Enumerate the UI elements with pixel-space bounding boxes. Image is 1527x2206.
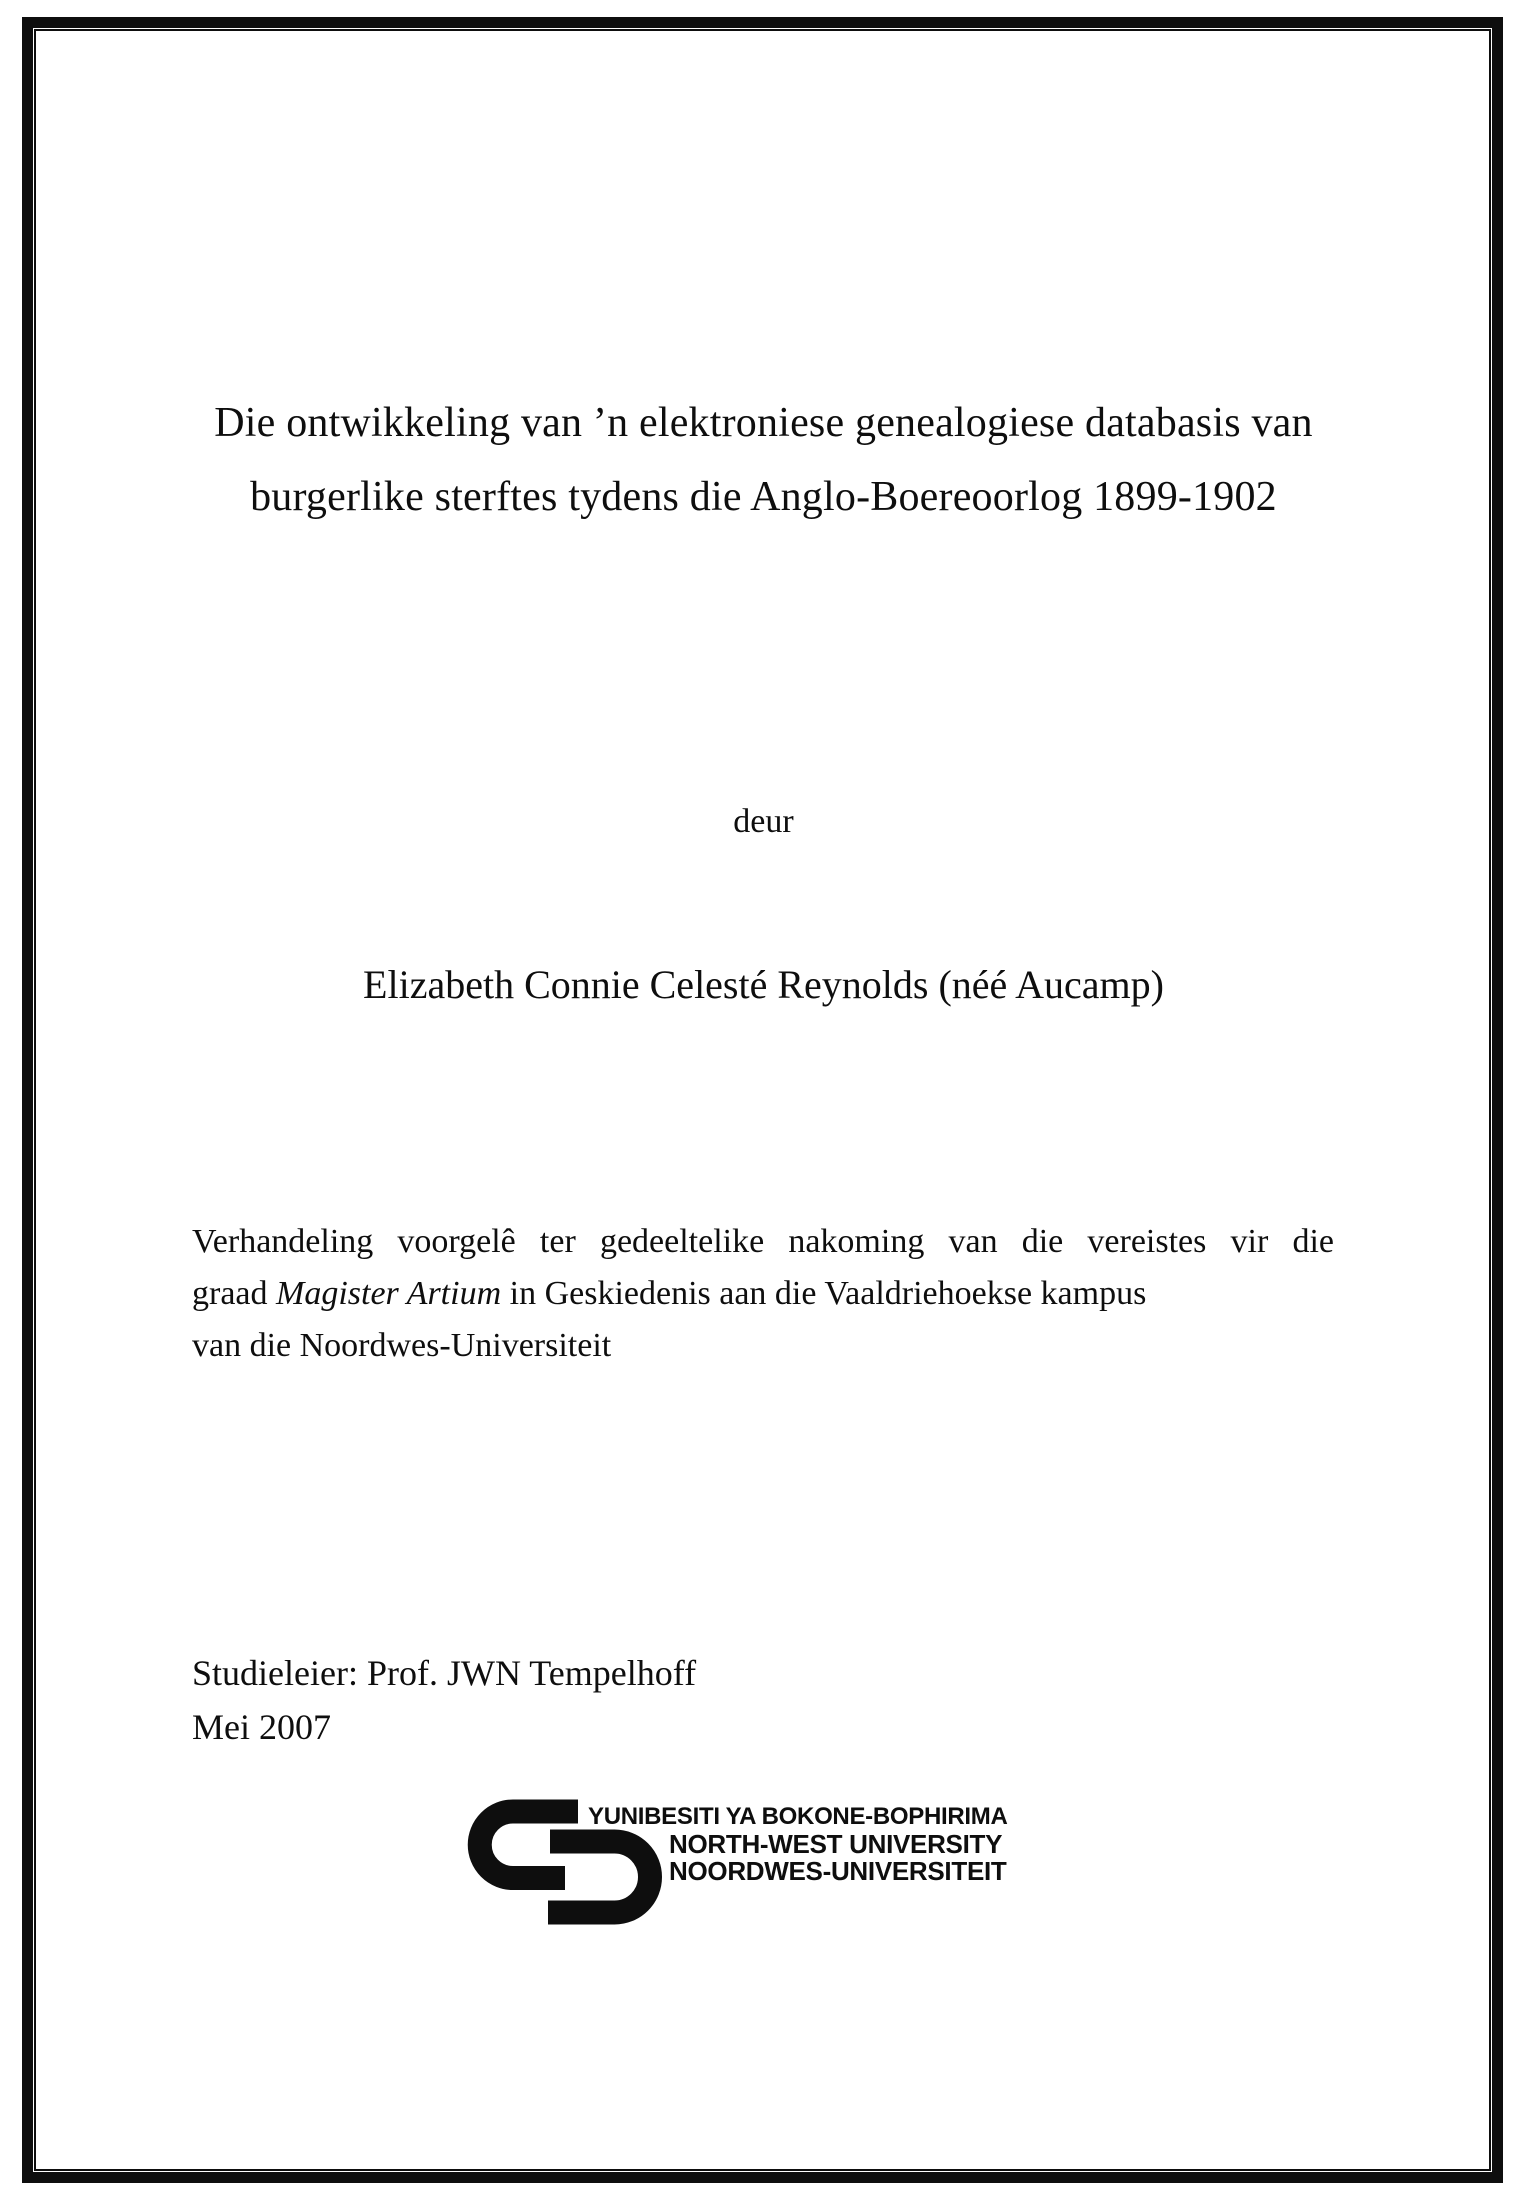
degree-statement-line2 xyxy=(192,1268,1334,1320)
university-name-setswana: YUNIBESITI YA BOKONE-BOPHIRIMA xyxy=(588,1803,1008,1830)
degree-statement-line3: van die Noordwes-Universiteit xyxy=(192,1327,612,1364)
university-name-english: NORTH-WEST UNIVERSITY xyxy=(669,1829,1003,1859)
degree-statement xyxy=(192,1216,1334,1372)
degree-name-italic: Magister Artium xyxy=(276,1275,502,1312)
thesis-title-line2: burgerlike sterftes tydens die Anglo-Boereoorlog 1899-1902 xyxy=(250,474,1277,520)
university-name-afrikaans: NOORDWES-UNIVERSITEIT xyxy=(669,1856,1007,1886)
thesis-title-line1: Die ontwikkeling van ’n elektroniese genealogiese databasis van xyxy=(214,400,1313,446)
supervisor-line: Studieleier: Prof. JWN Tempelhoff xyxy=(192,1653,697,1693)
byline-deur: deur xyxy=(733,803,794,840)
degree-statement-line2-prefix: graad xyxy=(192,1275,277,1312)
supervisor-block xyxy=(192,1646,696,1754)
date-line: Mei 2007 xyxy=(192,1707,331,1747)
degree-statement-line1: Verhandeling voorgelê ter gedeeltelike nakoming van die vereistes vir die xyxy=(192,1223,1334,1260)
degree-statement-line2-suffix: in Geskiedenis aan die Vaaldriehoekse kampus xyxy=(501,1275,1147,1312)
thesis-title xyxy=(110,386,1417,534)
author-name: Elizabeth Connie Celesté Reynolds (néé Aucamp) xyxy=(363,962,1164,1007)
university-logo-text xyxy=(588,1802,1008,1885)
